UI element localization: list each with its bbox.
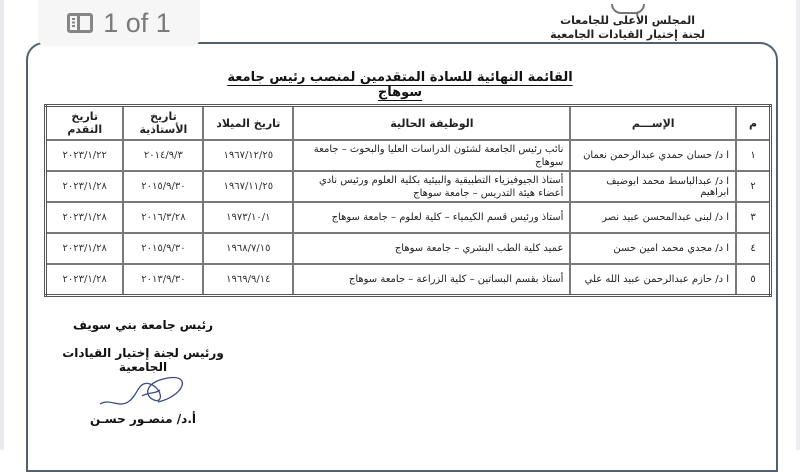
signatory-title: رئيس جامعة بني سويف [72, 318, 214, 332]
header-job: الوظيفة الحالية [293, 106, 570, 141]
row-name: ا د/ مجدي محمد امين حسن [570, 233, 736, 264]
table-row [46, 171, 771, 202]
row-professorship-date: ٢٠١٤/٩/٣ [123, 140, 203, 171]
row-name: ا د/ لبنى عبدالمحسن عبيد نصر [570, 202, 736, 233]
row-job: نائب رئيس الجامعة لشئون الدراسات العليا والبحوث – جامعة سوهاج [293, 140, 570, 171]
table-row [46, 140, 771, 171]
row-name: ا د/ عبدالباسط محمد ابوضيف ابراهيم [570, 171, 736, 202]
row-num: ٣ [736, 202, 770, 233]
signature-block [48, 318, 238, 426]
row-application-date: ٢٠٢٣/١/٢٨ [46, 264, 124, 296]
row-application-date: ٢٠٢٣/١/٢٢ [46, 140, 124, 171]
row-num: ٢ [736, 171, 770, 202]
header-num: م [736, 106, 770, 141]
row-num: ١ [736, 140, 770, 171]
viewer-left-edge [0, 0, 4, 450]
page-count-label: 1 of 1 [103, 7, 171, 38]
header-birth-date: تاريخ الميلاد [203, 106, 293, 141]
table-row [46, 202, 771, 233]
row-name: ا د/ حازم عبدالرحمن عبيد الله علي [570, 264, 736, 296]
row-application-date: ٢٠٢٣/١/٢٨ [46, 171, 124, 202]
row-job: أستاذ ورئيس قسم الكيمياء – كلية لعلوم – جامعة سوهاج [293, 202, 570, 233]
signatory-name: أ.د/ منصـور حسـن [89, 412, 196, 426]
row-job: عميد كلية الطب البشري – جامعة سوهاج [293, 233, 570, 264]
candidates-table [44, 104, 772, 297]
letterhead-committee: لجنة إختيار القيادات الجامعية [550, 28, 705, 41]
row-birth-date: ١٩٦٧/١١/٢٥ [203, 171, 293, 202]
signatory-role: ورئيس لجنة إختيار القيادات الجامعية [62, 346, 224, 374]
row-birth-date: ١٩٦٩/٩/١٤ [203, 264, 293, 296]
header-name: الإســـم [570, 106, 736, 141]
viewer-right-edge [796, 0, 800, 450]
row-application-date: ٢٠٢٣/١/٢٨ [46, 202, 124, 233]
sidebar-toggle-icon[interactable] [67, 13, 93, 33]
row-birth-date: ١٩٧٣/١٠/١ [203, 202, 293, 233]
table-header-row [46, 106, 771, 141]
emblem-icon [611, 4, 645, 14]
document-title: القائمة النهائية للسادة المتقدمين لمنصب رئيس جامعة سوهاج [227, 70, 573, 100]
row-professorship-date: ٢٠١٦/٣/٢٨ [123, 202, 203, 233]
row-birth-date: ١٩٦٨/٧/١٥ [203, 233, 293, 264]
header-application-date: تاريخ التقدم [46, 106, 124, 141]
row-name: ا د/ حسان حمدي عبدالرحمن نعمان [570, 140, 736, 171]
row-birth-date: ١٩٦٧/١٢/٢٥ [203, 140, 293, 171]
row-professorship-date: ٢٠١٥/٩/٣٠ [123, 171, 203, 202]
row-professorship-date: ٢٠١٣/٩/٣٠ [123, 264, 203, 296]
row-num: ٤ [736, 233, 770, 264]
letterhead [550, 4, 705, 42]
row-job: أستاذ بقسم البساتين – كلية الزراعة – جامعة سوهاج [293, 264, 570, 296]
row-num: ٥ [736, 264, 770, 296]
table-row [46, 264, 771, 296]
table-row [46, 233, 771, 264]
header-professorship-date: تاريخ الأستاذية [123, 106, 203, 141]
page-indicator[interactable] [38, 0, 200, 46]
row-professorship-date: ٢٠١٥/٩/٣٠ [123, 233, 203, 264]
row-job: أستاذ الجيوفيزياء التطبيقية والبيئية بكلية العلوم ورئيس نادي أعضاء هيئة التدريس – جامعة سوهاج [293, 171, 570, 202]
row-application-date: ٢٠٢٣/١/٢٨ [46, 233, 124, 264]
letterhead-council: المجلس الأعلى للجامعات [560, 14, 695, 27]
handwritten-signature-icon [48, 374, 238, 410]
